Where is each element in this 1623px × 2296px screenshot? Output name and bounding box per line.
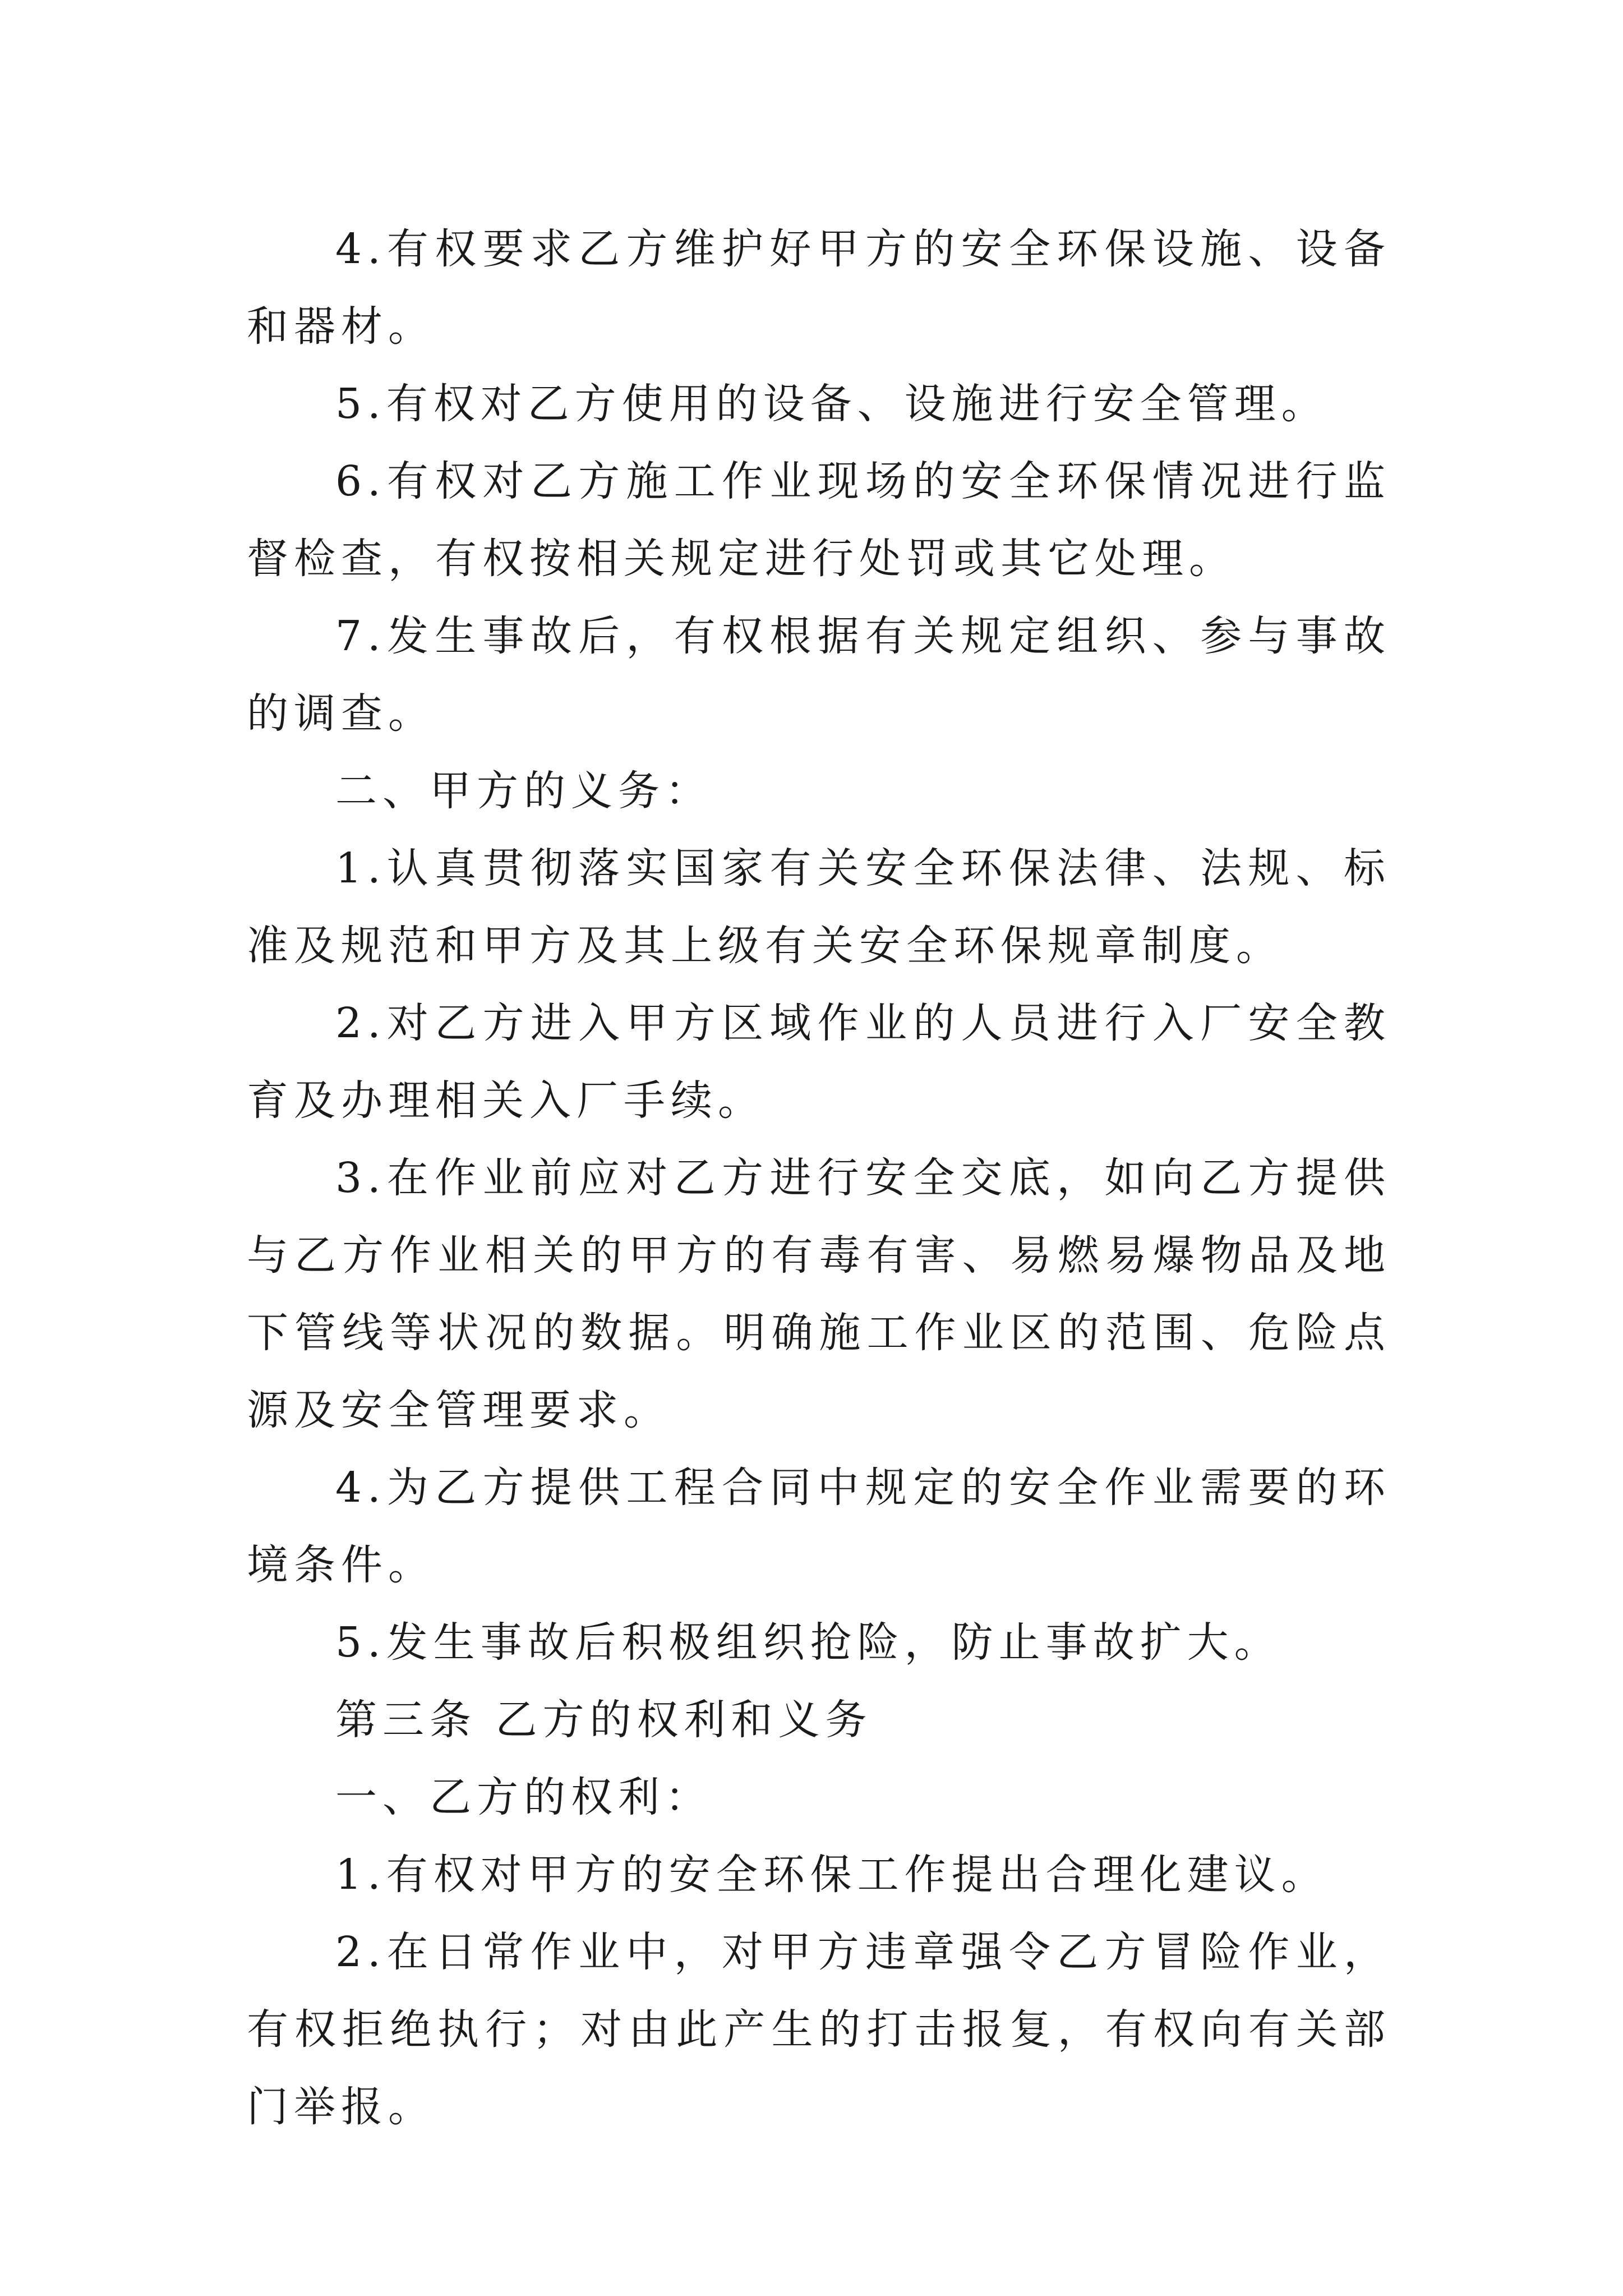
section-heading-party-a-obligations: 二、甲方的义务： xyxy=(335,767,712,815)
paragraph-right-4: 4.有权要求乙方维护好甲方的安全环保设施、设备和器材。 xyxy=(247,225,1391,351)
paragraph-obligation-5: 5.发生事故后积极组织抢险，防止事故扩大。 xyxy=(335,1618,1281,1667)
paragraph-obligation-2: 2.对乙方进入甲方区域作业的人员进行入厂安全教育及办理相关入厂手续。 xyxy=(247,999,1391,1125)
paragraph-right-6: 6.有权对乙方施工作业现场的安全环保情况进行监督检查，有权按相关规定进行处罚或其它处理。 xyxy=(247,457,1391,583)
article-heading-3: 第三条 乙方的权利和义务 xyxy=(335,1696,873,1744)
paragraph-obligation-3: 3.在作业前应对乙方进行安全交底，如向乙方提供与乙方作业相关的甲方的有毒有害、易燃易爆物品及地下管线等状况的数据。明确施工作业区的范围、危险点源及安全管理要求。 xyxy=(247,1154,1391,1434)
paragraph-obligation-1: 1.认真贯彻落实国家有关安全环保法律、法规、标准及规范和甲方及其上级有关安全环保规章制度。 xyxy=(247,844,1391,970)
paragraph-obligation-4: 4.为乙方提供工程合同中规定的安全作业需要的环境条件。 xyxy=(247,1464,1391,1589)
paragraph-right-5: 5.有权对乙方使用的设备、设施进行安全管理。 xyxy=(335,380,1329,428)
paragraph-b-right-2: 2.在日常作业中，对甲方违章强令乙方冒险作业，有权拒绝执行；对由此产生的打击报复，有权向有关部门举报。 xyxy=(247,1928,1391,2131)
paragraph-right-7: 7.发生事故后，有权根据有关规定组织、参与事故的调查。 xyxy=(247,612,1391,738)
section-heading-party-b-rights: 一、乙方的权利： xyxy=(335,1773,712,1821)
paragraph-b-right-1: 1.有权对甲方的安全环保工作提出合理化建议。 xyxy=(335,1851,1329,1899)
document-body xyxy=(247,210,1391,2146)
